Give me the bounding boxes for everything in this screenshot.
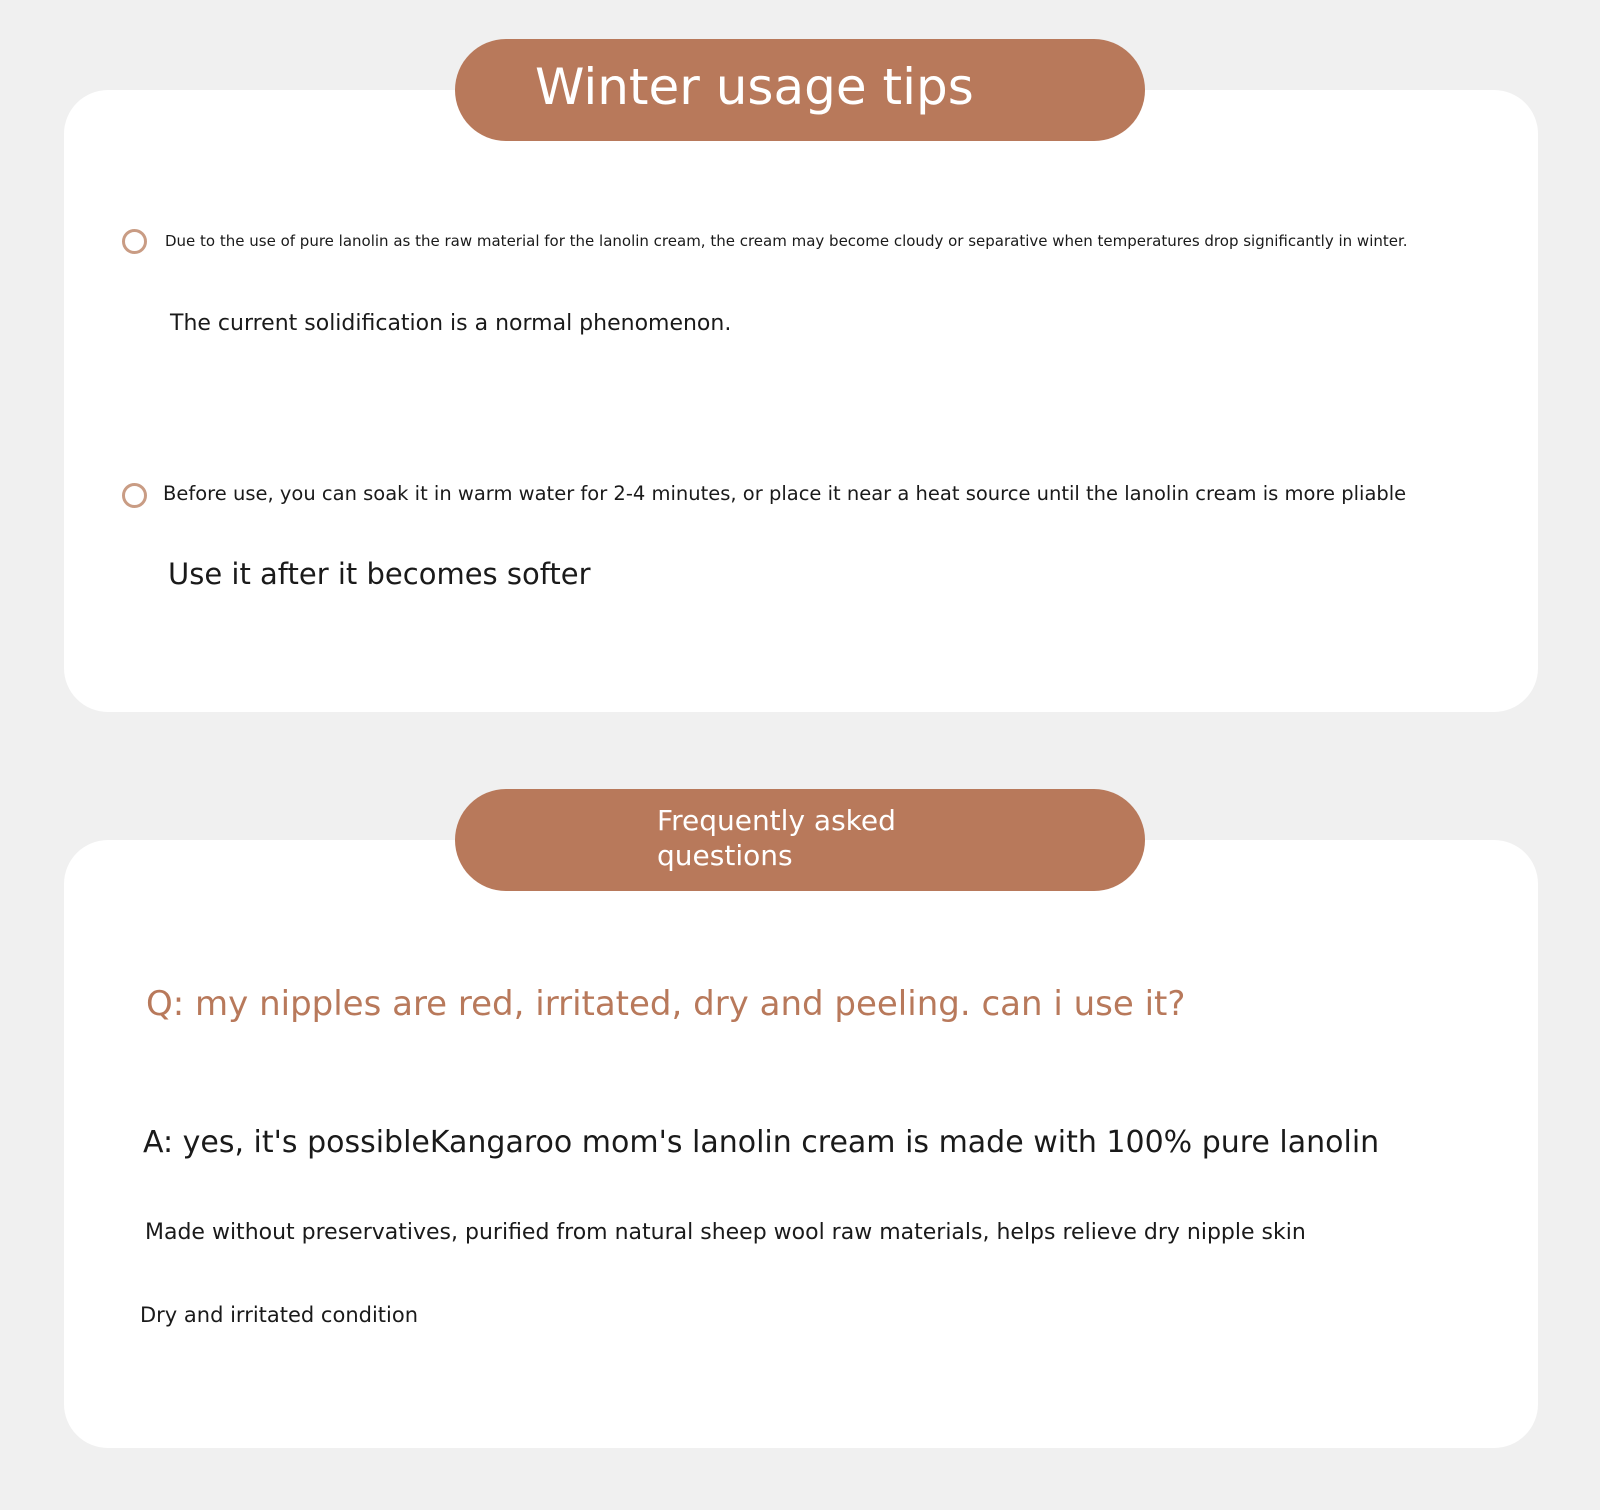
winter-tips-header [455,39,1145,141]
bullet-circle-icon [122,229,147,254]
bullet-circle-icon [122,483,147,508]
faq-title: Frequently asked questions [657,804,896,872]
tip-1-line-1: Due to the use of pure lanolin as the raw material for the lanolin cream, the cream may become cloudy or separative when temperatures drop significantly in winter. [165,232,1408,250]
tip-2-line-1: Before use, you can soak it in warm water for 2-4 minutes, or place it near a heat source until the lanolin cream is more pliable [163,482,1407,505]
faq-answer-line-1: A: yes, it's possibleKangaroo mom's lanolin cream is made with 100% pure lanolin [143,1125,1380,1160]
faq-answer-line-3: Dry and irritated condition [140,1303,419,1327]
faq-question: Q: my nipples are red, irritated, dry and peeling. can i use it? [146,984,1186,1024]
faq-header [455,789,1145,891]
tip-2-line-2: Use it after it becomes softer [168,557,591,591]
winter-tips-card [64,90,1538,712]
faq-answer-line-2: Made without preservatives, purified from natural sheep wool raw materials, helps relieve dry nipple skin [145,1220,1306,1245]
tip-1-line-2: The current solidification is a normal phenomenon. [170,311,732,336]
winter-tips-title: Winter usage tips [535,58,974,116]
